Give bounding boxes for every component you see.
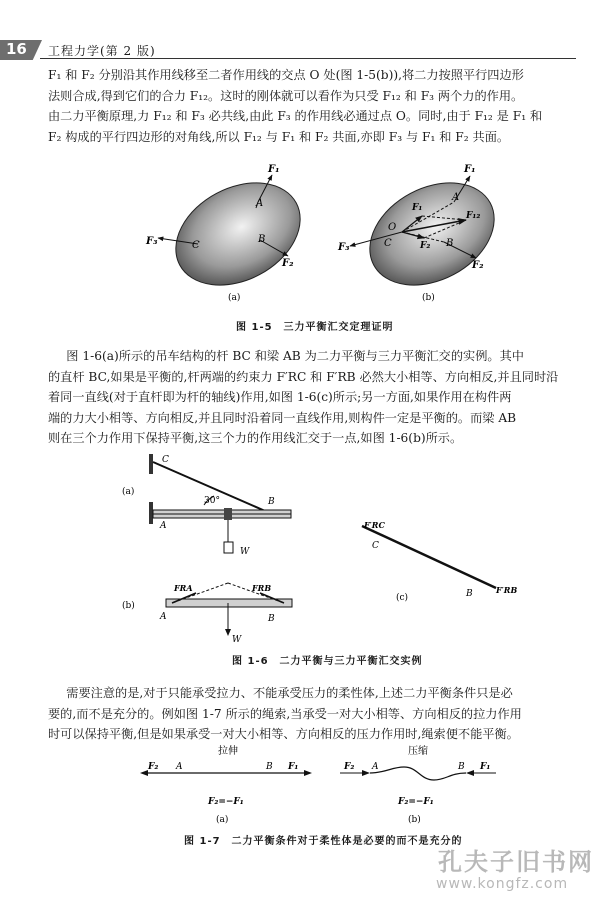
subfigure-c-label: (c) bbox=[396, 593, 409, 603]
subfigure-a-label: (a) bbox=[216, 815, 229, 825]
label-b: B bbox=[268, 614, 275, 624]
label-f3: F₃ bbox=[146, 236, 158, 247]
text-line: 法则合成,得到它们的合力 F₁₂。这时的刚体就可以看作为只受 F₁₂ 和 F₃ 两个力的作用。 bbox=[48, 88, 524, 103]
figure-1-5a bbox=[145, 162, 318, 305]
rigid-body bbox=[158, 162, 318, 305]
book-title: 工程力学(第 2 版) bbox=[48, 44, 156, 58]
label-f2-shifted: F₂ bbox=[420, 241, 431, 251]
label-fra: FRA bbox=[174, 583, 193, 593]
wall-support-c bbox=[149, 454, 153, 474]
label-b: B bbox=[266, 762, 273, 772]
label-w: W bbox=[240, 547, 250, 557]
rigid-body bbox=[352, 162, 512, 305]
watermark-logo: 孔夫子旧书网 bbox=[438, 847, 594, 876]
label-a: A bbox=[160, 612, 167, 622]
equation-b: F₂=−F₁ bbox=[398, 797, 434, 807]
label-a: A bbox=[256, 198, 264, 209]
text-line: 端的力大小相等、方向相反,并且同时沿着同一直线作用,则构件一定是平衡的。而梁 AB bbox=[48, 410, 517, 425]
text-line: 着同一直线(对于直杆即为杆的轴线)作用,如图 1-6(c)所示;另一方面,如果作用在构件两 bbox=[48, 390, 512, 404]
text-line: F₂ 构成的平行四边形的对角线,所以 F₁₂ 与 F₁ 和 F₂ 共面,亦即 F₃ 与 F₁ 和 F₂ 共面。 bbox=[48, 129, 510, 144]
label-f2: F₂ bbox=[344, 762, 355, 772]
figure-1-7-caption: 图 1-7 二力平衡条件对于柔性体是必要的而不是充分的 bbox=[184, 836, 463, 847]
label-a: A bbox=[372, 762, 379, 772]
figure-1-6c bbox=[362, 520, 517, 603]
beam-ab bbox=[166, 599, 292, 607]
label-frb: FRB bbox=[252, 583, 272, 593]
label-b: B bbox=[466, 589, 473, 599]
label-fprb: F′RB bbox=[496, 585, 518, 595]
label-c: C bbox=[372, 541, 379, 551]
equation-a: F₂=−F₁ bbox=[208, 797, 244, 807]
tension-title: 拉伸 bbox=[218, 746, 238, 757]
text-line: F₁ 和 F₂ 分别沿其作用线移至二者作用线的交点 O 处(图 1-5(b)),将二力按照平行四边形 bbox=[48, 68, 524, 82]
label-b: B bbox=[458, 762, 465, 772]
page-header bbox=[0, 0, 600, 56]
figure-1-5 bbox=[0, 150, 600, 330]
paragraph-2 bbox=[48, 346, 578, 449]
rod-bc bbox=[153, 462, 272, 514]
label-a: A bbox=[452, 192, 460, 203]
label-o: O bbox=[388, 222, 397, 233]
figure-1-5b bbox=[337, 162, 512, 305]
subfigure-b-label: (b) bbox=[122, 601, 135, 611]
label-b: B bbox=[258, 234, 266, 245]
watermark-url: www.kongfz.com bbox=[436, 876, 569, 892]
label-a: A bbox=[160, 521, 167, 531]
label-b: B bbox=[268, 497, 275, 507]
label-c: C bbox=[384, 238, 392, 249]
label-f1: F₁ bbox=[288, 762, 299, 772]
figure-1-6b bbox=[122, 583, 292, 645]
text-line: 图 1-6(a)所示的吊车结构的杆 BC 和梁 AB 为二力平衡与三力平衡汇交的实例。其中 bbox=[66, 349, 524, 363]
label-f1: F₁ bbox=[464, 164, 476, 175]
label-w: W bbox=[232, 635, 242, 645]
text-line: 则在三个力作用下保持平衡,这三个力的作用线汇交于一点,如图 1-6(b)所示。 bbox=[48, 431, 463, 445]
rope-compression bbox=[370, 767, 466, 780]
label-fprc: F′RC bbox=[364, 520, 385, 530]
wall-support-a bbox=[149, 502, 153, 524]
compression-title: 压缩 bbox=[408, 746, 428, 757]
text-line: 时可以保持平衡,但是如果承受一对大小相等、方向相反的压力作用时,绳索便不能平衡。 bbox=[48, 727, 519, 741]
page-number: 16 bbox=[6, 40, 27, 58]
label-c: C bbox=[162, 455, 169, 465]
subfigure-b-label: (b) bbox=[422, 293, 435, 303]
paragraph-3 bbox=[48, 683, 578, 745]
subfigure-b-label: (b) bbox=[408, 815, 421, 825]
paragraph-1 bbox=[48, 65, 578, 147]
label-f2: F₂ bbox=[282, 258, 294, 269]
subfigure-a-label: (a) bbox=[122, 487, 135, 497]
label-f1: F₁ bbox=[480, 762, 491, 772]
text-line: 需要注意的是,对于只能承受拉力、不能承受压力的柔性体,上述二力平衡条件只是必 bbox=[66, 686, 513, 700]
figure-1-6-caption: 图 1-6 二力平衡与三力平衡汇交实例 bbox=[232, 656, 423, 667]
label-f2: F₂ bbox=[472, 260, 484, 271]
figure-1-5-caption: 图 1-5 三力平衡汇交定理证明 bbox=[236, 322, 394, 333]
label-f1: F₁ bbox=[268, 164, 280, 175]
figure-1-6 bbox=[0, 448, 600, 648]
label-a: A bbox=[176, 762, 183, 772]
figure-1-6a bbox=[122, 454, 291, 557]
label-c: C bbox=[192, 240, 200, 251]
figure-1-7 bbox=[0, 740, 600, 830]
header-rule bbox=[40, 58, 576, 59]
label-f12: F₁₂ bbox=[466, 211, 481, 221]
text-line: 要的,而不是充分的。例如图 1-7 所示的绳索,当承受一对大小相等、方向相反的拉力作用 bbox=[48, 706, 522, 721]
label-b: B bbox=[446, 238, 454, 249]
text-line: 的直杆 BC,如果是平衡的,杆两端的约束力 F′RC 和 F′RB 必然大小相等、方向相反,并且同时沿 bbox=[48, 369, 559, 384]
text-line: 由二力平衡原理,力 F₁₂ 和 F₃ 必共线,由此 F₃ 的作用线必通过点 O。同时,由于 F₁₂ 是 F₁ 和 bbox=[48, 109, 543, 123]
figure-1-7a bbox=[140, 744, 312, 825]
label-f3: F₃ bbox=[338, 242, 350, 253]
hanging-weight bbox=[224, 542, 233, 553]
angle-label: 30° bbox=[204, 496, 220, 506]
subfigure-a-label: (a) bbox=[228, 293, 241, 303]
label-f1-shifted: F₁ bbox=[412, 203, 423, 213]
rod-bc-free-body bbox=[362, 526, 496, 588]
figure-1-7b bbox=[340, 744, 496, 825]
label-f2: F₂ bbox=[148, 762, 159, 772]
